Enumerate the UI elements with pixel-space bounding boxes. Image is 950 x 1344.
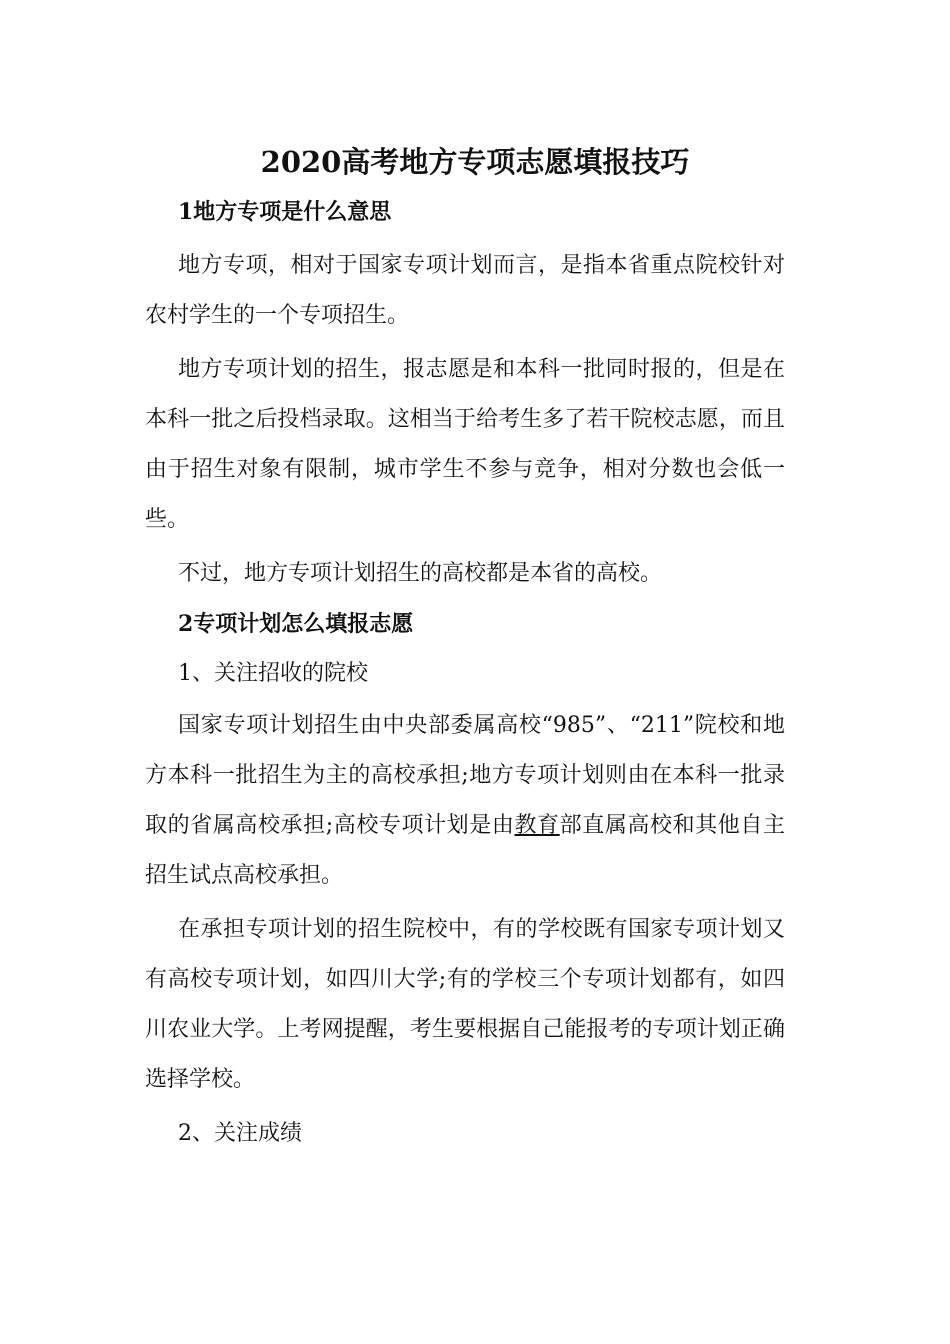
- section-heading: 2专项计划怎么填报志愿: [178, 611, 414, 637]
- paragraph: 地方专项计划的招生，报志愿是和本科一批同时报的，但是在本科一批之后投档录取。这相当于给考生多了若干院校志愿，而且由于招生对象有限制，城市学生不参与竞争，相对分数也会低一些。: [145, 357, 785, 532]
- education-link[interactable]: 教育: [514, 813, 560, 838]
- paragraph: 不过，地方专项计划招生的高校都是本省的高校。: [178, 561, 663, 586]
- subheading: 2、关注成绩: [178, 1121, 302, 1146]
- paragraph-text: 国家专项计划招生由中央部委属高校“985”、“211”院校和地方本科一批招生为主的高校承担;地方专项计划则由在本科一批录取的省属高校承担;高校专项计划是由: [145, 713, 785, 838]
- section-heading: 1地方专项是什么意思: [178, 199, 392, 225]
- section-content: [145, 187, 785, 1159]
- paragraph: [145, 701, 785, 901]
- document-title: 2020高考地方专项志愿填报技巧: [260, 145, 690, 179]
- paragraph: 在承担专项计划的招生院校中，有的学校既有国家专项计划又有高校专项计划，如四川大学;有的学校三个专项计划都有，如四川农业大学。上考网提醒，考生要根据自己能报考的专项计划正确选择学校。: [145, 917, 785, 1092]
- subheading: 1、关注招收的院校: [178, 661, 368, 686]
- paragraph: 地方专项，相对于国家专项计划而言，是指本省重点院校针对农村学生的一个专项招生。: [145, 253, 785, 328]
- paragraph-text: 部直属高校和其他自主招生试点高校承担。: [145, 813, 785, 888]
